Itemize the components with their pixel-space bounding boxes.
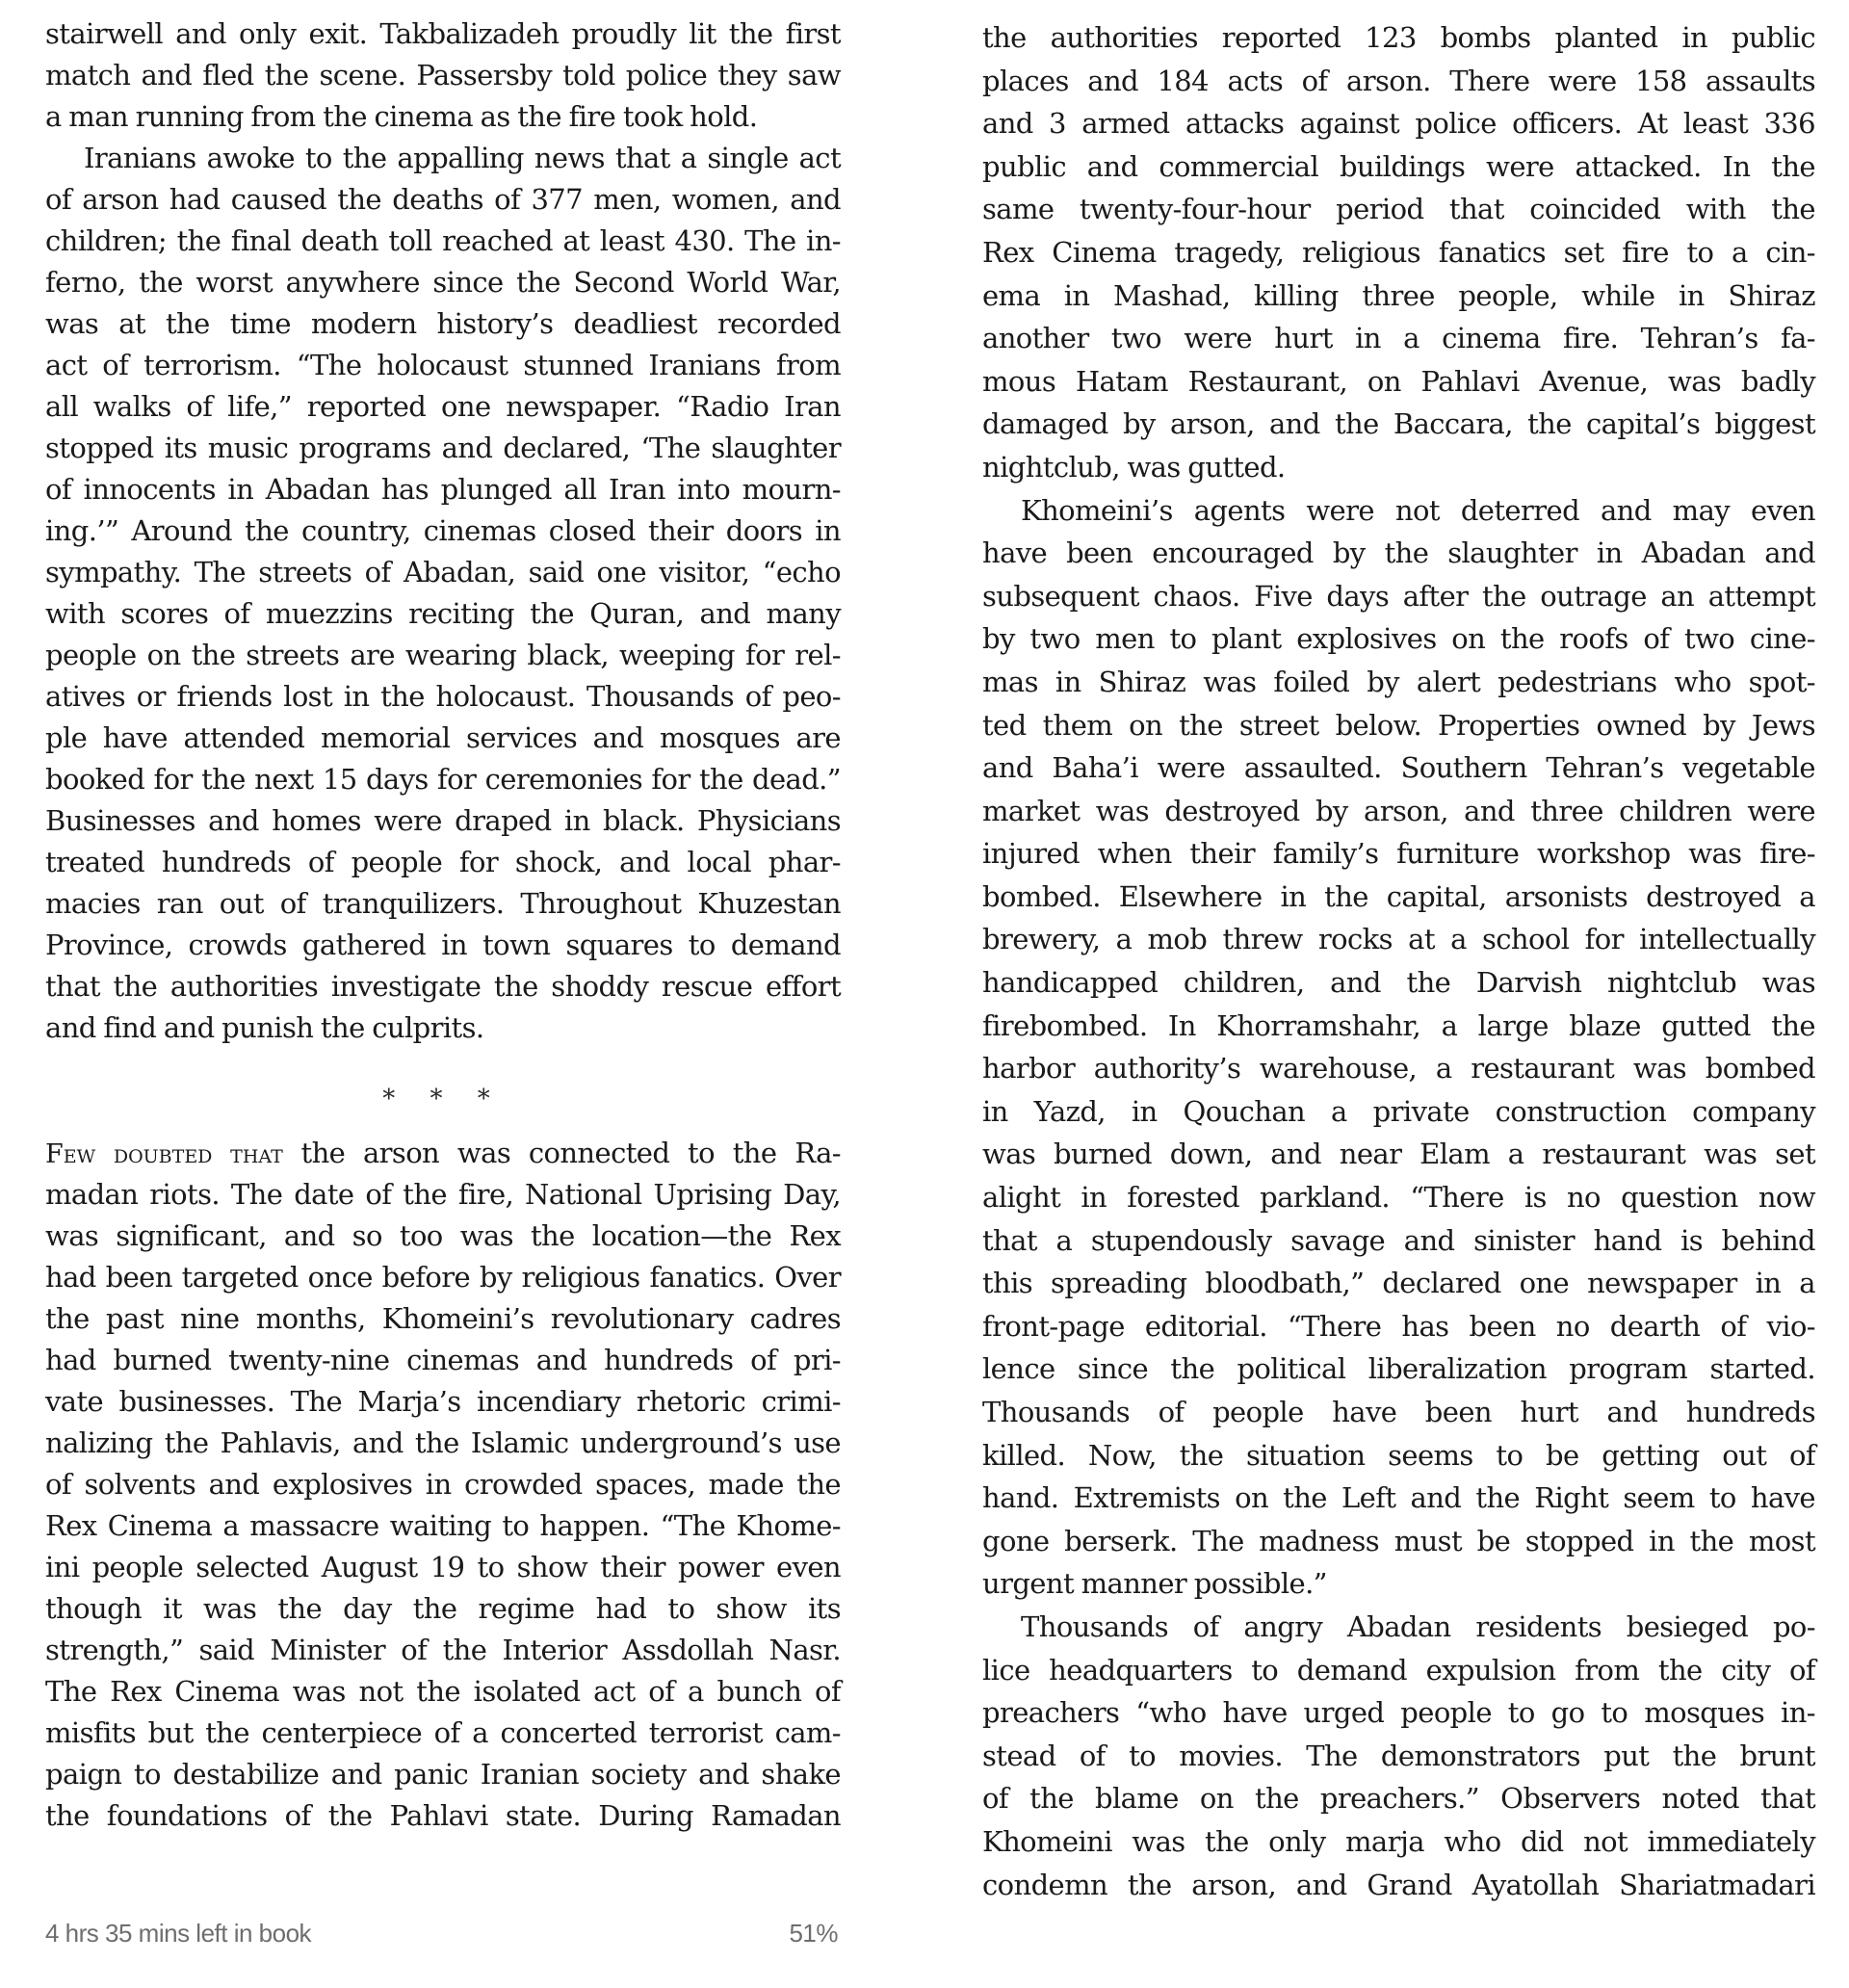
text-line: mas in Shiraz was foiled by alert pedestrians who spot-: [982, 665, 1815, 698]
left-page-text-top: [45, 13, 841, 1049]
paragraph: [982, 1606, 1815, 1906]
text-line: strength,” said Minister of the Interior Assdollah Nasr.: [45, 1634, 841, 1666]
text-line: ing.’” Around the country, cinemas closed their doors in: [45, 514, 841, 547]
text-line: had burned twenty-nine cinemas and hundreds of pri-: [45, 1344, 841, 1376]
text-line: of solvents and explosives in crowded spaces, made the: [45, 1468, 841, 1501]
text-line: had been targeted once before by religious fanatics. Over: [45, 1261, 841, 1294]
text-line: and find and punish the culprits.: [45, 1011, 484, 1044]
text-line: vate businesses. The Marja’s incendiary rhetoric crimi-: [45, 1385, 841, 1418]
text-line: Thousands of angry Abadan residents besieged po-: [1021, 1609, 1815, 1643]
text-line: of arson had caused the deaths of 377 men, women, and: [45, 183, 841, 216]
text-line: market was destroyed by arson, and three children were: [982, 794, 1815, 827]
text-line: stead of to movies. The demonstrators put the brunt: [982, 1739, 1815, 1772]
text-line: condemn the arson, and Grand Ayatollah Shariatmadari: [982, 1868, 1815, 1901]
text-line: Iranians awoke to the appalling news that a single act: [84, 142, 841, 174]
text-line: ferno, the worst anywhere since the Second World War,: [45, 266, 841, 299]
text-line: ini people selected August 19 to show their power even: [45, 1551, 841, 1583]
time-left-in-book[interactable]: 4 hrs 35 mins left in book: [45, 1918, 312, 1948]
text-line: Businesses and homes were draped in black. Physicians: [45, 804, 841, 837]
text-line: in Yazd, in Qouchan a private construction company: [982, 1094, 1815, 1128]
text-line: another two were hurt in a cinema fire. Tehran’s fa-: [982, 322, 1815, 355]
text-line: lice headquarters to demand expulsion from the city of: [982, 1653, 1815, 1687]
text-line: mous Hatam Restaurant, on Pahlavi Avenue, was badly: [982, 364, 1815, 398]
text-line: macies ran out of tranquilizers. Throughout Khuzestan: [45, 887, 841, 920]
text-line: front-page editorial. “There has been no dearth of vio-: [982, 1309, 1815, 1343]
text-line: that the authorities investigate the shoddy rescue effort: [45, 970, 841, 1003]
paragraph: [45, 13, 841, 138]
text-line: children; the final death toll reached at least 430. The in-: [45, 224, 841, 257]
text-line: Province, crowds gathered in town squares to demand: [45, 929, 841, 961]
text-line: sympathy. The streets of Abadan, said one visitor, “echo: [45, 556, 841, 589]
text-line: The Rex Cinema was not the isolated act of a bunch of: [45, 1675, 841, 1708]
text-line: nalizing the Pahlavis, and the Islamic underground’s use: [45, 1426, 841, 1459]
text-line: alight in forested parkland. “There is no question now: [982, 1181, 1815, 1215]
text-line: Thousands of people have been hurt and hundreds: [982, 1396, 1815, 1428]
text-line: damaged by arson, and the Baccara, the capital’s biggest: [982, 407, 1815, 441]
text-line: ple have attended memorial services and mosques are: [45, 721, 841, 754]
text-line: by two men to plant explosives on the roofs of two cine-: [982, 622, 1815, 656]
text-line: handicapped children, and the Darvish nightclub was: [982, 966, 1815, 1000]
text-line: was significant, and so too was the location—the Rex: [45, 1219, 841, 1252]
text-line: and Baha’i were assaulted. Southern Tehran’s vegetable: [982, 751, 1815, 785]
text-line: killed. Now, the situation seems to be getting out of: [982, 1438, 1815, 1472]
text-line: Khomeini was the only marja who did not immediately: [982, 1824, 1815, 1858]
text-line: Rex Cinema tragedy, religious fanatics set fire to a cin-: [982, 235, 1815, 269]
text-line: though it was the day the regime had to show its: [45, 1592, 841, 1625]
text-line: urgent manner possible.”: [982, 1567, 1327, 1601]
text-line: people on the streets are wearing black, weeping for rel-: [45, 639, 841, 671]
text-line: the past nine months, Khomeini’s revolutionary cadres: [45, 1302, 841, 1335]
text-line: paign to destabilize and panic Iranian society and shake: [45, 1758, 841, 1791]
text-line: and 3 armed attacks against police officers. At least 336: [982, 107, 1815, 141]
text-line: ema in Mashad, killing three people, while in Shiraz: [982, 278, 1815, 312]
text-line: was at the time modern history’s deadliest recorded: [45, 307, 841, 340]
section-break: * * *: [382, 1085, 504, 1113]
text-line: bombed. Elsewhere in the capital, arsonists destroyed a: [982, 879, 1815, 913]
text-line: harbor authority’s warehouse, a restaurant was bombed: [982, 1052, 1815, 1086]
text-line: have been encouraged by the slaughter in Abadan and: [982, 536, 1815, 570]
text-line: gone berserk. The madness must be stopped in the most: [982, 1524, 1815, 1557]
text-line: [45, 1133, 841, 1174]
text-line: same twenty-four-hour period that coincided with the: [982, 193, 1815, 226]
text-line: of innocents in Abadan has plunged all Iran into mourn-: [45, 473, 841, 506]
paragraph: [982, 16, 1815, 489]
left-page-text-bottom: [45, 1133, 841, 1837]
first-line-rest: the arson was connected to the Ra-: [282, 1137, 841, 1169]
paragraph: [45, 138, 841, 1049]
text-line: the authorities reported 123 bombs planted in public: [982, 21, 1815, 54]
progress-percent: 51%: [789, 1918, 838, 1948]
text-line: all walks of life,” reported one newspaper. “Radio Iran: [45, 390, 841, 423]
text-line: injured when their family’s furniture workshop was fire-: [982, 837, 1815, 871]
text-line: stairwell and only exit. Takbalizadeh proudly lit the first: [45, 17, 841, 50]
text-line: public and commercial buildings were attacked. In the: [982, 149, 1815, 183]
text-line: was burned down, and near Elam a restaurant was set: [982, 1138, 1815, 1171]
text-line: hand. Extremists on the Left and the Right seem to have: [982, 1481, 1815, 1515]
text-line: madan riots. The date of the fire, National Uprising Day,: [45, 1178, 841, 1211]
text-line: match and fled the scene. Passersby told police they saw: [45, 59, 841, 92]
text-line: ted them on the street below. Properties owned by Jews: [982, 708, 1815, 742]
text-line: places and 184 acts of arson. There were 158 assaults: [982, 64, 1815, 97]
text-line: that a stupendously savage and sinister hand is behind: [982, 1223, 1815, 1257]
text-line: lence since the political liberalization program started.: [982, 1352, 1815, 1386]
text-line: the foundations of the Pahlavi state. During Ramadan: [45, 1799, 841, 1832]
text-line: Rex Cinema a massacre waiting to happen. “The Khome-: [45, 1509, 841, 1542]
text-line: nightclub, was gutted.: [982, 450, 1286, 484]
text-line: Khomeini’s agents were not deterred and may even: [1021, 493, 1815, 527]
text-line: misfits but the centerpiece of a concerted terrorist cam-: [45, 1716, 841, 1749]
text-line: preachers “who have urged people to go to mosques in-: [982, 1696, 1815, 1730]
smallcaps-lead-in: Few doubted that: [45, 1139, 283, 1169]
text-line: booked for the next 15 days for ceremonies for the dead.”: [45, 763, 841, 796]
text-line: subsequent chaos. Five days after the outrage an attempt: [982, 579, 1815, 613]
text-line: a man running from the cinema as the fire took hold.: [45, 100, 758, 133]
text-line: stopped its music programs and declared, ‘The slaughter: [45, 432, 841, 464]
text-line: brewery, a mob threw rocks at a school for intellectually: [982, 923, 1815, 956]
reading-progress-footer: [45, 1917, 838, 1949]
text-line: atives or friends lost in the holocaust. Thousands of peo-: [45, 680, 841, 713]
right-page-text: [982, 16, 1815, 1906]
text-line: treated hundreds of people for shock, and local phar-: [45, 846, 841, 878]
text-line: this spreading bloodbath,” declared one newspaper in a: [982, 1267, 1815, 1300]
text-line: with scores of muezzins reciting the Quran, and many: [45, 597, 841, 630]
text-line: of the blame on the preachers.” Observers noted that: [982, 1782, 1815, 1816]
text-line: act of terrorism. “The holocaust stunned Iranians from: [45, 349, 841, 381]
text-line: firebombed. In Khorramshahr, a large blaze gutted the: [982, 1008, 1815, 1042]
paragraph: [982, 489, 1815, 1606]
